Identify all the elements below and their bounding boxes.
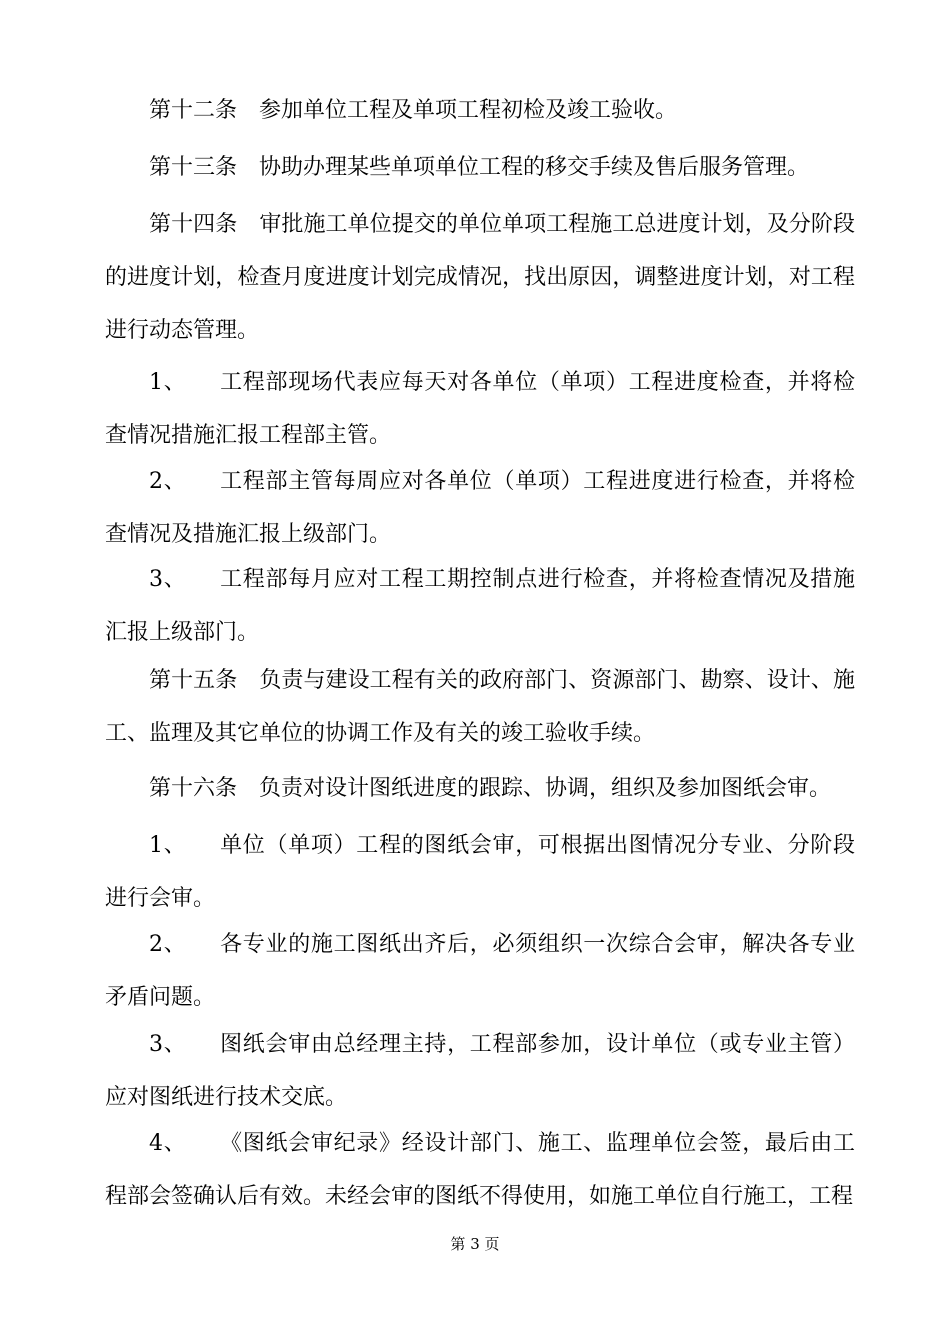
- article-text: 参加单位工程及单项工程初检及竣工验收。: [259, 98, 678, 123]
- item-text: 工程部现场代表应每天对各单位（单项）工程进度检查，并将检查情况措施汇报工程部主管。: [105, 370, 855, 448]
- item-text: 《图纸会审纪录》经设计部门、施工、监理单位会签，最后由工程部会签确认后有效。未经会审的图纸不得使用，如施工单位自行施工，工程: [105, 1131, 855, 1209]
- page-number: 3: [470, 1235, 480, 1253]
- item-number: 3、: [149, 567, 187, 592]
- article-paragraph: [105, 654, 855, 760]
- article-paragraph: [105, 762, 855, 815]
- footer-suffix: 页: [484, 1235, 500, 1253]
- list-item: [105, 553, 855, 659]
- list-item: [105, 1018, 855, 1124]
- article-paragraph: [105, 141, 855, 194]
- page-footer: [0, 1234, 950, 1254]
- list-item: [105, 455, 855, 561]
- item-text: 工程部主管每周应对各单位（单项）工程进度进行检查，并将检查情况及措施汇报上级部门。: [105, 469, 855, 547]
- item-text: 工程部每月应对工程工期控制点进行检查，并将检查情况及措施汇报上级部门。: [105, 567, 855, 645]
- article-number: 第十二条: [149, 98, 238, 123]
- item-number: 2、: [149, 932, 187, 957]
- item-number: 4、: [149, 1131, 187, 1156]
- article-number: 第十四条: [149, 212, 238, 237]
- list-item: [105, 1117, 855, 1223]
- list-item: [105, 819, 855, 925]
- item-text: 单位（单项）工程的图纸会审，可根据出图情况分专业、分阶段进行会审。: [105, 833, 855, 911]
- item-number: 3、: [149, 1032, 187, 1057]
- article-text: 负责对设计图纸进度的跟踪、协调，组织及参加图纸会审。: [259, 776, 832, 801]
- list-item: [105, 356, 855, 462]
- item-text: 图纸会审由总经理主持，工程部参加，设计单位（或专业主管）应对图纸进行技术交底。: [105, 1032, 855, 1110]
- item-text: 各专业的施工图纸出齐后，必须组织一次综合会审，解决各专业矛盾问题。: [105, 932, 855, 1010]
- article-paragraph: [105, 84, 855, 137]
- list-item: [105, 918, 855, 1024]
- article-text: 负责与建设工程有关的政府部门、资源部门、勘察、设计、施工、监理及其它单位的协调工作及有关的竣工验收手续。: [105, 668, 855, 746]
- article-number: 第十五条: [149, 668, 238, 693]
- article-number: 第十三条: [149, 155, 238, 180]
- item-number: 1、: [149, 833, 187, 858]
- footer-prefix: 第: [450, 1235, 466, 1253]
- item-number: 2、: [149, 469, 187, 494]
- article-number: 第十六条: [149, 776, 238, 801]
- article-text: 协助办理某些单项单位工程的移交手续及售后服务管理。: [259, 155, 810, 180]
- item-number: 1、: [149, 370, 187, 395]
- article-text: 审批施工单位提交的单位单项工程施工总进度计划，及分阶段的进度计划，检查月度进度计划完成情况，找出原因，调整进度计划，对工程进行动态管理。: [105, 212, 855, 343]
- article-paragraph: [105, 198, 855, 357]
